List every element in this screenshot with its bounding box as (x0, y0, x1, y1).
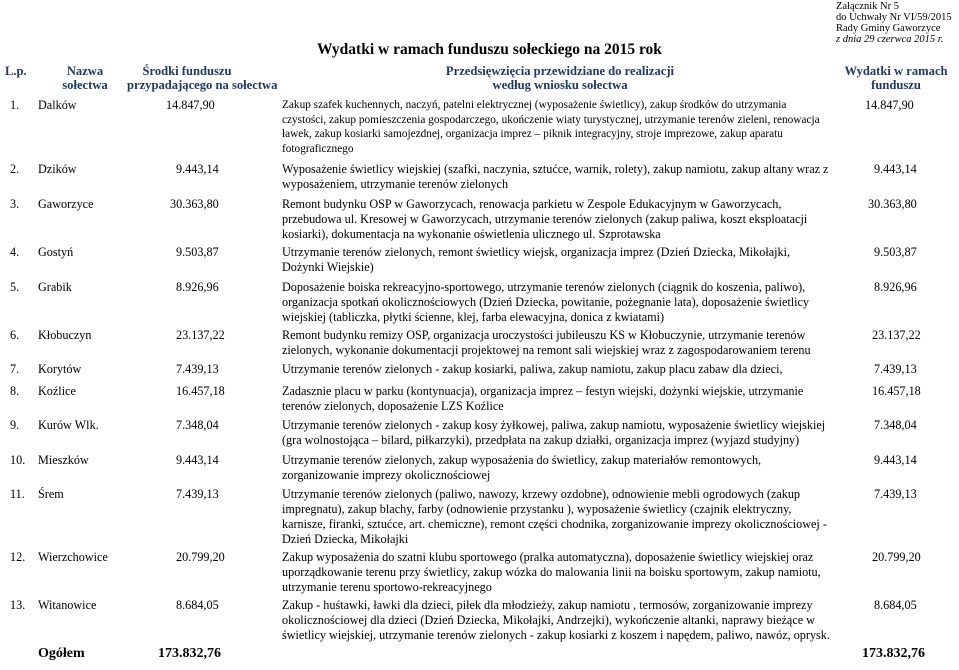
row-amount: 7.439,13 (874, 487, 917, 501)
row-amount: 8.926,96 (874, 280, 917, 294)
header-desc-line: według wniosku sołectwa (492, 78, 628, 92)
row-amount: 23.137,22 (872, 328, 921, 342)
header-name-line: sołectwa (62, 78, 108, 92)
row-name: Koźlice (38, 384, 76, 398)
row-name: Kłobuczyn (38, 328, 92, 342)
row-funds: 7.439,13 (176, 362, 219, 376)
row-description: Utrzymanie terenów zielonych - zakup kosiarki, paliwa, zakup namiotu, zakup placu zabaw dla dzieci, (282, 362, 783, 376)
attachment-note-line: do Uchwały Nr VI/59/2015 (836, 12, 952, 23)
row-number: 13. (10, 598, 26, 612)
row-name: Dalków (38, 98, 77, 112)
row-number: 10. (10, 453, 26, 467)
header-desc (430, 64, 690, 92)
row-description: Zakup - huśtawki, ławki dla dzieci, piłek dla młodzieży, zakup namiotu , termosów, zorganizowanie imprezy okolicznościowej dla dzieci (Dzień Dziecka, Mikołajki, Andrzejki), wykończenie altanki, naprawy bieżące w świetlicy wiejskiej, utrzymanie terenów zielonych - zakup kosiarki z koszem i napędem, paliwo, nawóz, oprysk. (282, 598, 830, 642)
row-amount: 9.443,14 (874, 453, 917, 467)
attachment-note (836, 1, 952, 45)
row-description: Utrzymanie terenów zielonych - zakup kosy żyłkowej, paliwa, zakup namiotu, wyposażenie świetlicy wiejskiej (gra wolnostojąca – bilard, piłkarzyki), przedpłata na zakup działki, organizacja imprez (wyjazd studyjny) (282, 418, 826, 447)
row-funds: 14.847,90 (166, 98, 215, 112)
row-description: Remont budynku remizy OSP, organizacja uroczystości jubileuszu KS w Kłobuczynie, utrzymanie terenów zielonych, wykonanie dokumentacji projektowej na remont sali wiejskiej wraz z zagospodarowaniem terenu (282, 328, 811, 357)
row-funds: 16.457,18 (176, 384, 225, 398)
row-amount: 9.443,14 (874, 162, 917, 176)
row-funds: 8.684,05 (176, 598, 219, 612)
header-funds (127, 64, 278, 92)
row-number: 1. (10, 98, 20, 112)
row-funds: 7.348,04 (176, 418, 219, 432)
row-funds: 20.799,20 (176, 550, 225, 564)
row-name: Korytów (38, 362, 82, 376)
header-expenses (840, 64, 952, 92)
row-name: Kurów Wlk. (38, 418, 99, 432)
row-name: Gostyń (38, 245, 74, 259)
row-description: Zakup szafek kuchennych, naczyń, patelni elektrycznej (wyposażenie świetlicy), zakup środków do utrzymania czystości, zakup pomieszczenia gospodarczego, ukończenie wiaty turystycznej, utrzymanie terenów zieleni, renowacja ławek, zakup kosiarki samojezdnej, organizacja imprez – piknik integracyjny, stroje imprezowe, zakup aparatu fotograficznego (282, 99, 820, 155)
row-number: 6. (10, 328, 20, 342)
row-funds: 30.363,80 (170, 197, 219, 211)
row-funds: 9.443,14 (176, 453, 219, 467)
row-name: Śrem (38, 487, 64, 501)
header-name (40, 64, 130, 92)
row-amount: 14.847,90 (865, 98, 914, 112)
page-title: Wydatki w ramach funduszu sołeckiego na 2015 rok (317, 41, 662, 58)
header-funds-line: przypadającego na sołectwa (127, 78, 278, 92)
row-amount: 8.684,05 (874, 598, 917, 612)
row-funds: 9.443,14 (176, 162, 219, 176)
row-description: Zakup wyposażenia do szatni klubu sportowego (pralka automatyczna), doposażenie świetlicy wiejskiej oraz uporządkowanie terenu przy świetlicy, zakup wózka do malowania linii na boisku sportowym, zakup namiotu, utrzymanie terenu sportowo-rekreacyjnego (282, 550, 821, 594)
row-number: 9. (10, 418, 20, 432)
row-name: Gaworzyce (38, 197, 94, 211)
row-description: Utrzymanie terenów zielonych (paliwo, nawozy, krzewy ozdobne), odnowienie mebli ogrodowych (zakup impregnatu), zakup blachy, farby (odnowienie przystanku ), wyposażenie świetlicy (czajnik elektryczny, karnisze, firanki, sztućce, art. chemiczne), remont części chodnika, zorganizowanie imprezy okolicznościowej - Dzień Dziecka, Mikołajki (282, 487, 827, 546)
row-amount: 20.799,20 (872, 550, 921, 564)
header-expenses-line: Wydatki w ramach (844, 64, 948, 78)
row-description: Wyposażenie świetlicy wiejskiej (szafki, naczynia, sztućce, warnik, rolety), zakup namiotu, zakup altany wraz z wyposażeniem, utrzymanie terenów zielonych (282, 162, 829, 191)
row-amount: 7.348,04 (874, 418, 917, 432)
row-name: Dzików (38, 162, 77, 176)
row-number: 5. (10, 280, 20, 294)
row-funds: 7.439,13 (176, 487, 219, 501)
total-amount: 173.832,76 (862, 646, 925, 661)
row-number: 11. (10, 487, 25, 501)
header-lp: L.p. (5, 64, 27, 78)
row-funds: 8.926,96 (176, 280, 219, 294)
row-name: Mieszków (38, 453, 89, 467)
row-description: Utrzymanie terenów zielonych, zakup wyposażenia do świetlicy, zakup materiałów remontowych, zorganizowanie imprezy okolicznościowej (282, 453, 762, 482)
row-name: Witanowice (38, 598, 97, 612)
header-funds-line: Środki funduszu (142, 64, 232, 78)
row-description: Utrzymanie terenów zielonych, remont świetlicy wiejsk, organizacja imprez (Dzień Dziecka, Mikołajki, Dożynki Wiejskie) (282, 245, 791, 274)
row-description: Remont budynku OSP w Gaworzycach, renowacja parkietu w Zespole Edukacyjnym w Gaworzycach, przebudowa ul. Kresowej w Gaworzycach, utrzymanie terenów zielonych (zakup paliwa, koszt eksploatacji kosiarki), dokumentacja na wykonanie oświetlenia ulicznego ul. Szprotawska (282, 197, 808, 241)
row-number: 2. (10, 162, 20, 176)
attachment-note-line: z dnia 29 czerwca 2015 r. (836, 34, 944, 45)
row-description: Doposażenie boiska rekreacyjno-sportowego, utrzymanie terenów zielonych (ciągnik do koszenia, paliwo), organizacja spotkań okolicznościowych (Dzień Dziecka, powitanie, pożegnanie lata), doposażenie świetlicy wiejskiej (tabliczka, płytki ścienne, klej, farba elewacyjna, donica z kwiatami) (282, 280, 810, 324)
attachment-note-line: Rady Gminy Gaworzyce (836, 23, 941, 34)
row-name: Grabik (38, 280, 72, 294)
row-amount: 16.457,18 (872, 384, 921, 398)
row-number: 7. (10, 362, 20, 376)
total-funds: 173.832,76 (158, 646, 221, 661)
header-expenses-line: funduszu (871, 78, 921, 92)
row-amount: 7.439,13 (874, 362, 917, 376)
row-amount: 30.363,80 (868, 197, 917, 211)
row-number: 3. (10, 197, 20, 211)
attachment-note-line: Załącznik Nr 5 (836, 1, 899, 12)
row-funds: 9.503,87 (176, 245, 219, 259)
row-number: 8. (10, 384, 20, 398)
row-name: Wierzchowice (38, 550, 108, 564)
row-funds: 23.137,22 (176, 328, 225, 342)
total-label: Ogółem (38, 646, 85, 661)
row-description: Zadasznie placu w parku (kontynuacja), organizacja imprez – festyn wiejski, dożynki wiejskie, utrzymanie terenów zielonych, doposażenie LZS Koźlice (282, 384, 804, 413)
header-name-line: Nazwa (66, 64, 104, 78)
row-number: 4. (10, 245, 20, 259)
row-amount: 9.503,87 (874, 245, 917, 259)
header-desc-line: Przedsięwzięcia przewidziane do realizacji (445, 64, 675, 78)
row-number: 12. (10, 550, 26, 564)
